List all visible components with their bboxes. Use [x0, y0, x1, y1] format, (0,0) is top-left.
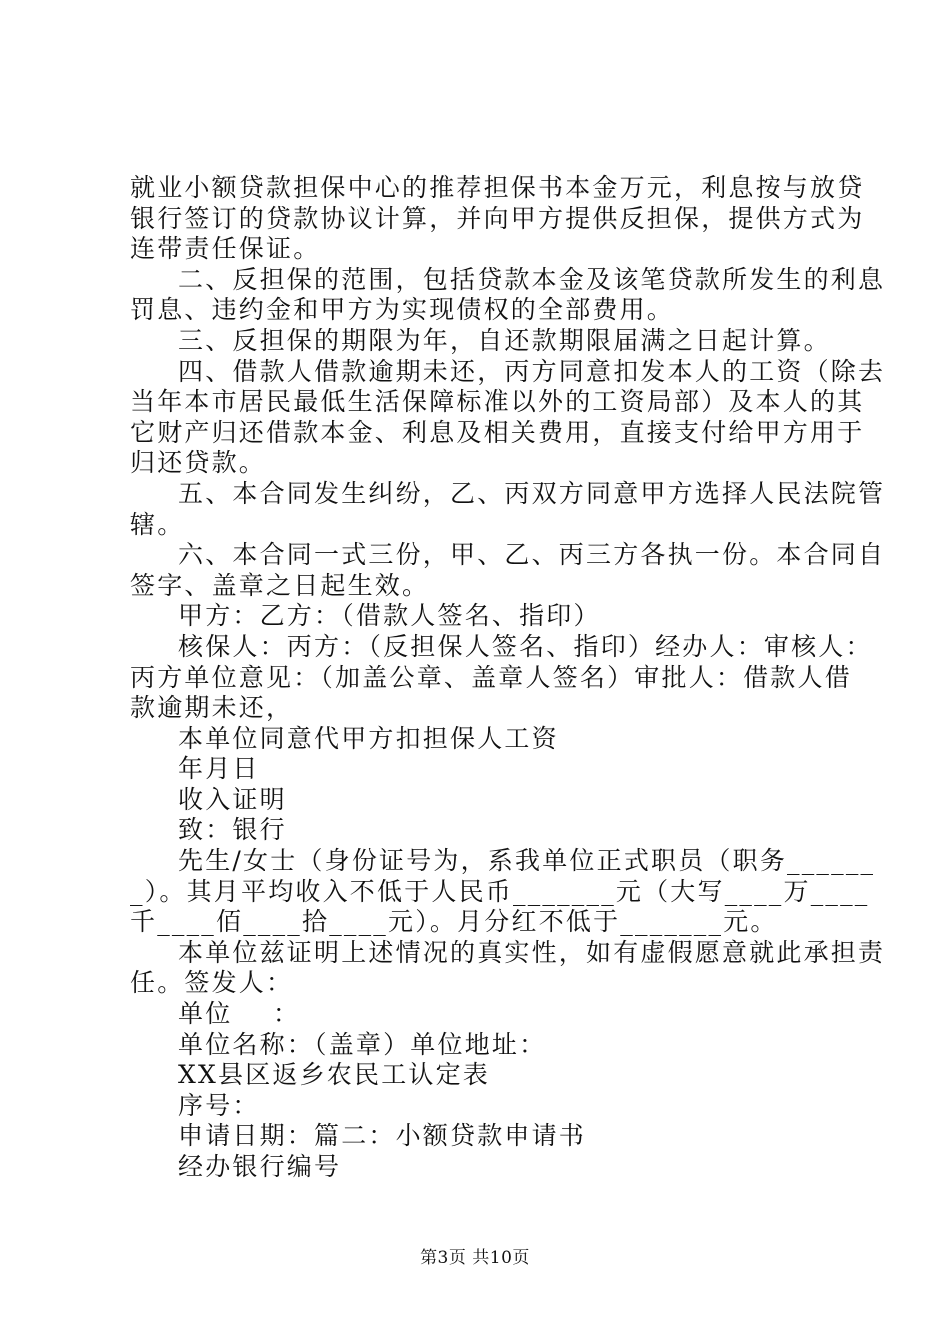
page-number-footer: 第3页 共10页: [420, 1248, 530, 1268]
document-line: 当年本市居民最低生活保障标准以外的工资局部）及本人的其: [130, 387, 865, 417]
document-line: 就业小额贷款担保中心的推荐担保书本金万元，利息按与放贷: [130, 173, 865, 202]
document-line: 归还贷款。: [130, 448, 267, 478]
document-line: 银行签订的贷款协议计算，并向甲方提供反担保，提供方式为: [130, 203, 865, 233]
document-line: 连带责任保证。: [130, 234, 321, 264]
document-line: _）。其月平均收入不低于人民币_______元（大写____万____: [130, 876, 870, 906]
document-line: 款逾期未还，: [130, 693, 294, 723]
document-line: 六、本合同一式三份，甲、乙、丙三方各执一份。本合同自: [178, 540, 886, 570]
document-line: 收入证明: [178, 784, 287, 814]
document-line: 辖。: [130, 509, 185, 539]
document-line: 致：银行: [178, 815, 287, 845]
document-line: 经办银行编号: [178, 1152, 342, 1181]
document-line: 年月日: [178, 754, 260, 784]
document-line: 先生/女士（身份证号为，系我单位正式职员（职务______: [178, 846, 876, 876]
document-line: 千____佰____拾____元）。月分红不低于_______元。: [130, 907, 778, 937]
document-line: 丙方单位意见：（加盖公章、盖章人签名）审批人：借款人借: [130, 662, 852, 692]
document-line: XX县区返乡农民工认定表: [178, 1060, 490, 1090]
document-line: 单位名称：（盖章）单位地址：: [178, 1029, 547, 1059]
document-line: 二、反担保的范围，包括贷款本金及该笔贷款所发生的利息: [178, 264, 886, 294]
document-line: 罚息、违约金和甲方为实现债权的全部费用。: [130, 295, 675, 325]
document-line: 四、借款人借款逾期未还，丙方同意扣发本人的工资（除去: [178, 356, 886, 386]
document-line: 序号：: [178, 1090, 260, 1120]
document-line: 本单位同意代甲方扣担保人工资: [178, 723, 559, 753]
document-line: 本单位兹证明上述情况的真实性，如有虚假愿意就此承担责: [178, 937, 886, 967]
document-line: 签字、盖章之日起生效。: [130, 570, 430, 600]
document-line: 三、反担保的期限为年，自还款期限届满之日起计算。: [178, 325, 831, 355]
document-line: 单位 ：: [178, 999, 301, 1029]
document-line: 申请日期：篇二：小额贷款申请书: [178, 1121, 587, 1151]
document-line: 核保人：丙方：（反担保人签名、指印）经办人：审核人：: [178, 631, 873, 661]
document-line: 它财产归还借款本金、利息及相关费用，直接支付给甲方用于: [130, 417, 865, 447]
document-line: 五、本合同发生纠纷，乙、丙双方同意甲方选择人民法院管: [178, 478, 886, 508]
document-body: [130, 173, 886, 1183]
document-line: 任。签发人：: [130, 968, 294, 998]
document-line: 甲方：乙方：（借款人签名、指印）: [178, 601, 601, 631]
